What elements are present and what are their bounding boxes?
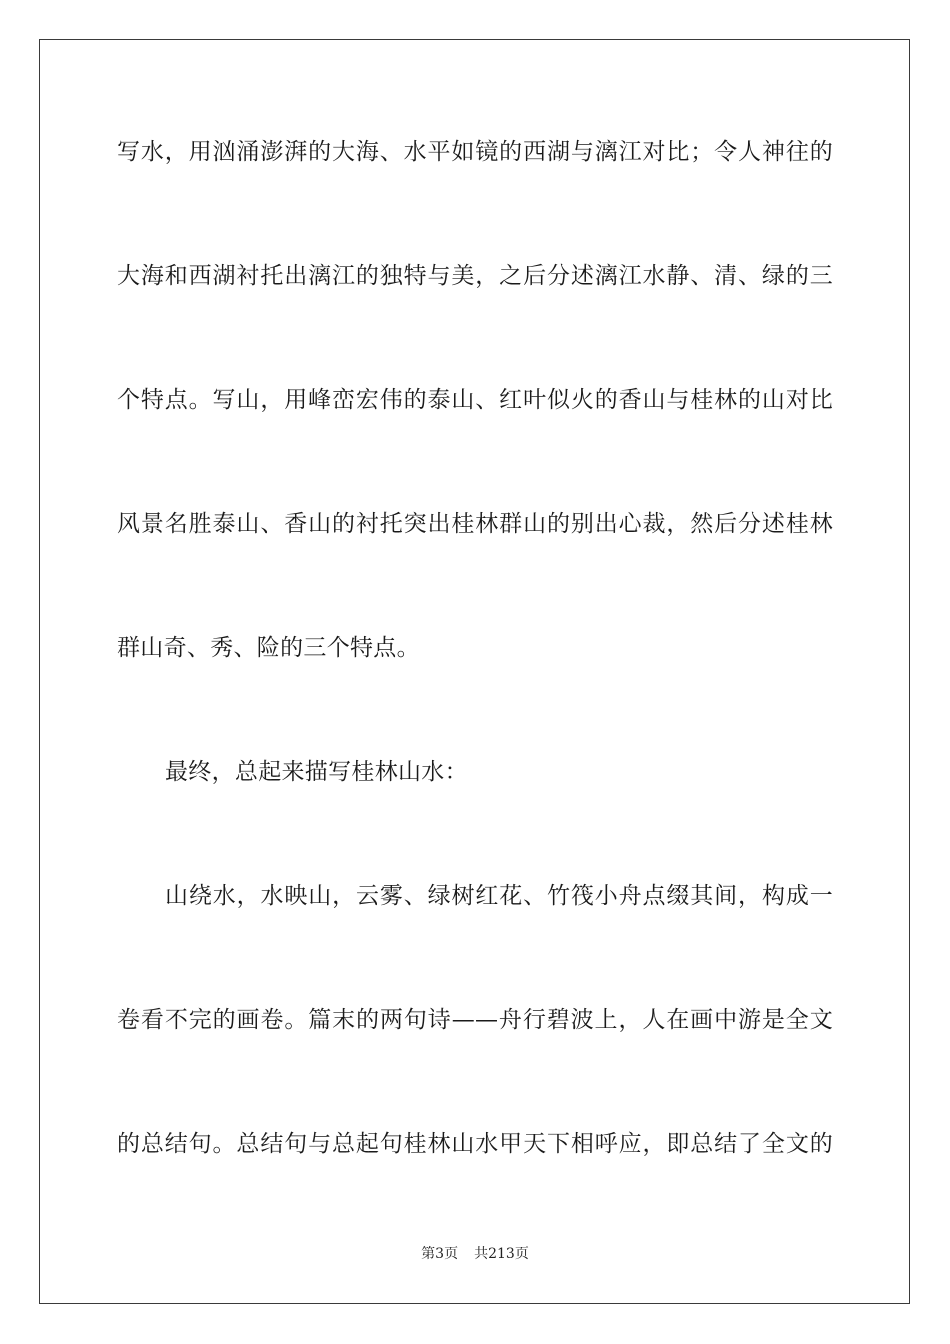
paragraph-start: 山绕水，水映山，云雾、绿树红花、竹筏小舟点缀其间，构成一: [165, 883, 833, 909]
text-line: 的总结句。总结句与总起句桂林山水甲天下相呼应，即总结了全文的: [117, 1131, 833, 1157]
text-line: 风景名胜泰山、香山的衬托突出桂林群山的别出心裁，然后分述桂林: [117, 511, 833, 537]
page-border: [39, 39, 910, 1304]
page-number: 第3页: [421, 1246, 459, 1262]
text-line: 群山奇、秀、险的三个特点。: [117, 635, 420, 661]
paragraph-start: 最终，总起来描写桂林山水：: [165, 759, 468, 785]
text-line: 大海和西湖衬托出漓江的独特与美，之后分述漓江水静、清、绿的三: [117, 263, 833, 289]
text-line: 写水，用汹涌澎湃的大海、水平如镜的西湖与漓江对比；令人神往的: [117, 139, 833, 165]
text-line: 卷看不完的画卷。篇末的两句诗——舟行碧波上，人在画中游是全文: [117, 1007, 833, 1033]
page-footer: [0, 1245, 950, 1263]
text-line: 个特点。写山，用峰峦宏伟的泰山、红叶似火的香山与桂林的山对比: [117, 387, 833, 413]
total-pages: 共213页: [474, 1246, 529, 1262]
